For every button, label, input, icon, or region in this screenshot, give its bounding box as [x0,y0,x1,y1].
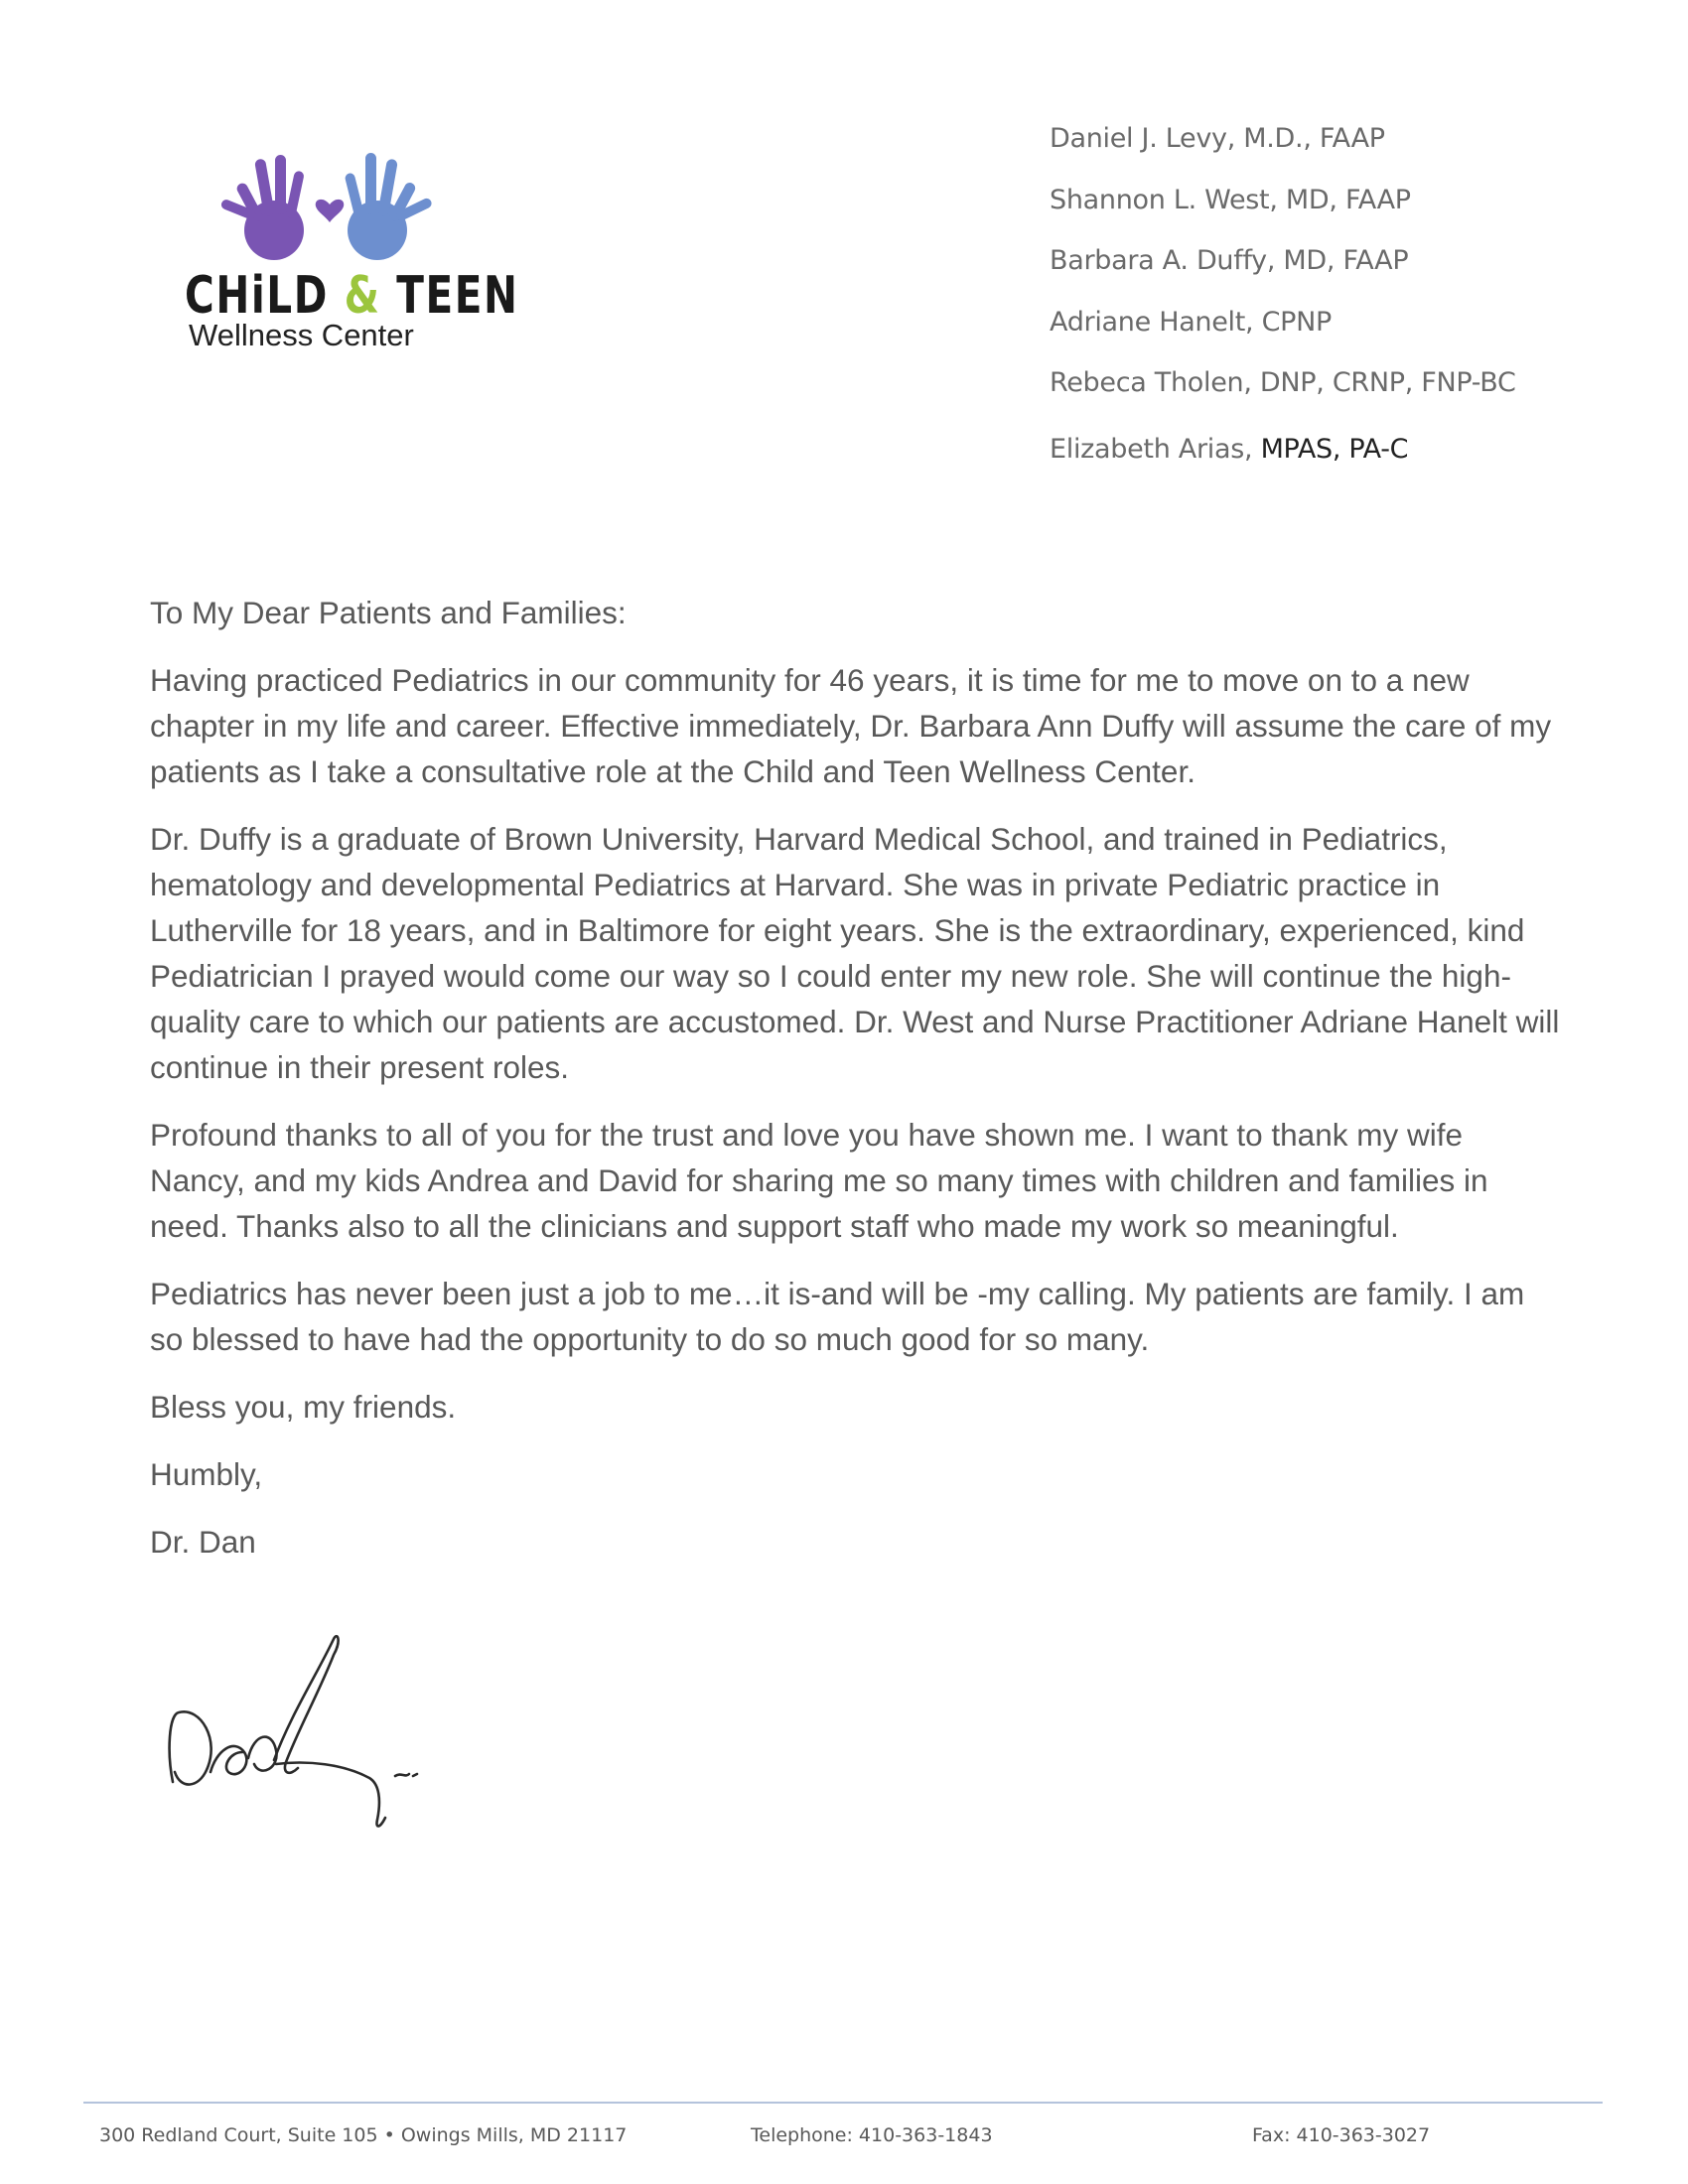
logo-ampersand: & [344,266,381,326]
logo-subtitle: Wellness Center [189,318,414,352]
staff-member [1050,428,1516,489]
staff-member: Rebeca Tholen, DNP, CRNP, FNP-BC [1050,367,1516,398]
staff-member: Barbara A. Duffy, MD, FAAP [1050,245,1409,276]
practice-logo [179,149,519,357]
letter-paragraph: Dr. Duffy is a graduate of Brown University, Harvard Medical School, and trained in Pediatrics, hematology and developmental Pediatrics at Harvard. She was in private Pediatric practice in Lutherville for 18 years, and in Baltimore for eight years. She is the extraordinary, experienced, kind Pediatrician I prayed would come our way so I could enter my new role. She will continue the high-quality care to which our patients are accustomed. Dr. West and Nurse Practitioner Adriane Hanelt will continue in their present roles. [150,821,1560,1085]
logo-wordmark [185,266,519,326]
letter-body [150,590,1560,1586]
signoff: Dr. Dan [150,1524,256,1560]
handwritten-signature [159,1633,437,1846]
footer-telephone: Telephone: 410-363-1843 [751,2124,993,2146]
hands-heart-icon [218,149,447,266]
logo-word-teen: TEEN [396,266,519,326]
closing: Humbly, [150,1456,263,1492]
footer-divider [83,2102,1603,2104]
blessing: Bless you, my friends. [150,1389,457,1425]
staff-list [1050,117,1516,488]
salutation: To My Dear Patients and Families: [150,595,627,630]
staff-credentials: MPAS, PA-C [1252,433,1409,465]
staff-member: Adriane Hanelt, CPNP [1050,306,1333,338]
logo-word-child: CHiLD [185,266,329,326]
staff-member: Shannon L. West, MD, FAAP [1050,184,1411,215]
letter-paragraph: Pediatrics has never been just a job to me…it is-and will be -my calling. My patients are family. I am so blessed to have had the opportunity to do so much good for so many. [150,1276,1525,1357]
staff-member: Daniel J. Levy, M.D., FAAP [1050,123,1385,154]
letter-paragraph: Profound thanks to all of you for the trust and love you have shown me. I want to thank my wife Nancy, and my kids Andrea and David for sharing me so many times with children and families in need. Thanks also to all the clinicians and support staff who made my work so meaningful. [150,1117,1488,1244]
staff-name: Elizabeth Arias, [1050,433,1253,465]
letter-paragraph: Having practiced Pediatrics in our community for 46 years, it is time for me to move on to a new chapter in my life and career. Effective immediately, Dr. Barbara Ann Duffy will assume the care of my patients as I take a consultative role at the Child and Teen Wellness Center. [150,662,1552,789]
footer-address: 300 Redland Court, Suite 105 • Owings Mills, MD 21117 [99,2124,628,2146]
footer-fax: Fax: 410-363-3027 [1252,2124,1431,2146]
